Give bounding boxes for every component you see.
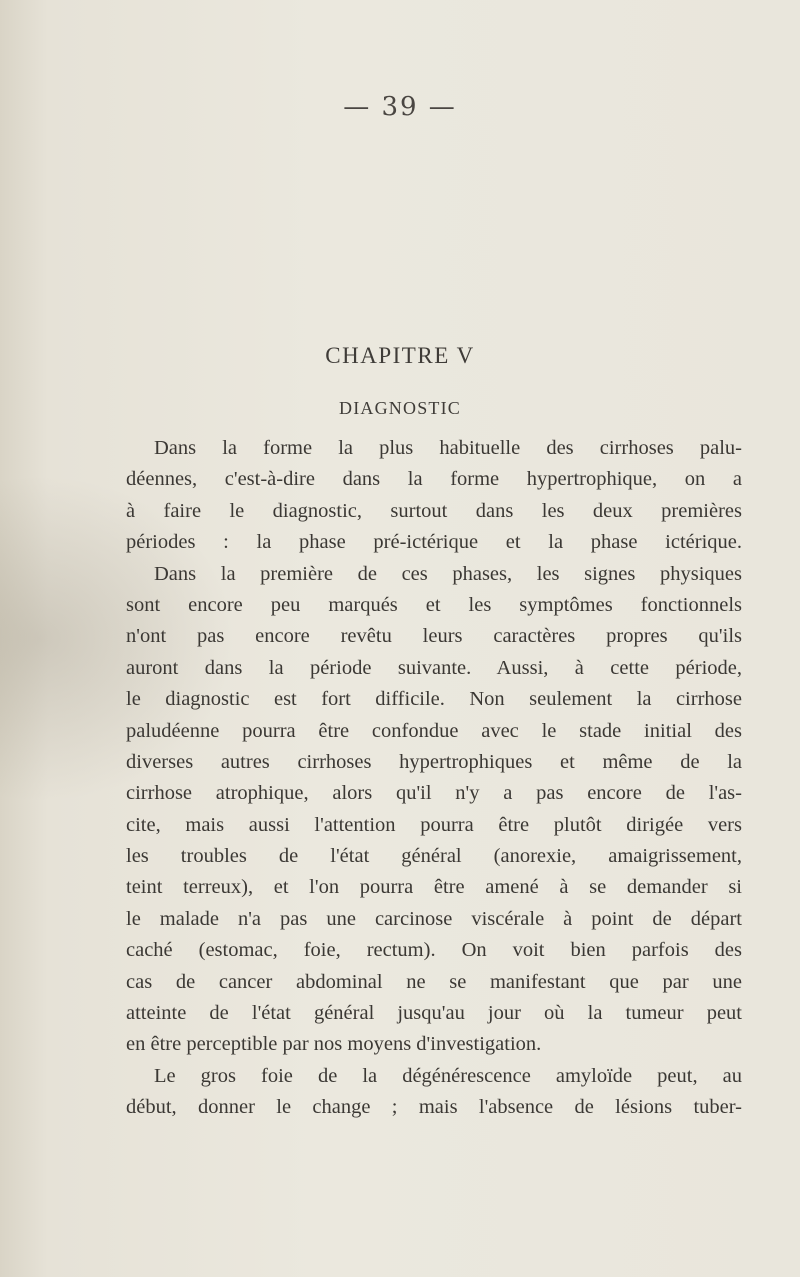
text-line: à faire le diagnostic, surtout dans les deux premières (126, 499, 742, 522)
text-line: atteinte de l'état général jusqu'au jour où la tumeur peut (126, 1002, 742, 1025)
text-line: sont encore peu marqués et les symptômes fonctionnels (126, 593, 742, 616)
text-line: en être perceptible par nos moyens d'investigation. (126, 1033, 542, 1056)
text-line: début, donner le change ; mais l'absence de lésions tuber- (126, 1096, 742, 1119)
body-text (126, 433, 742, 1124)
text-line: périodes : la phase pré-ictérique et la phase ictérique. (126, 531, 742, 554)
text-line: n'ont pas encore revêtu leurs caractères propres qu'ils (126, 625, 742, 648)
text-line: auront dans la période suivante. Aussi, à cette période, (126, 656, 742, 679)
text-line: cite, mais aussi l'attention pourra être plutôt dirigée vers (126, 813, 742, 836)
chapter-title: CHAPITRE V (325, 343, 475, 368)
text-line: teint terreux), et l'on pourra être amené à se demander si (126, 876, 742, 899)
text-line: caché (estomac, foie, rectum). On voit bien parfois des (126, 939, 742, 962)
text-line: paludéenne pourra être confondue avec le stade initial des (126, 719, 742, 742)
text-line: cas de cancer abdominal ne se manifestant que par une (126, 970, 742, 993)
text-line: Le gros foie de la dégénérescence amyloïde peut, au (154, 1064, 742, 1087)
text-line: diverses autres cirrhoses hypertrophiques et même de la (126, 750, 742, 773)
text-line: le malade n'a pas une carcinose viscérale à point de départ (126, 907, 742, 930)
text-line: Dans la première de ces phases, les signes physiques (154, 562, 742, 585)
text-line: cirrhose atrophique, alors qu'il n'y a pas encore de l'as- (126, 782, 742, 805)
text-line: le diagnostic est fort difficile. Non seulement la cirrhose (126, 688, 742, 711)
page-number: — 39 — (343, 92, 457, 122)
text-line: les troubles de l'état général (anorexie, amaigrissement, (126, 845, 742, 868)
text-line: déennes, c'est-à-dire dans la forme hypertrophique, on a (126, 468, 742, 491)
text-line: Dans la forme la plus habituelle des cirrhoses palu- (154, 437, 742, 459)
section-title: DIAGNOSTIC (339, 398, 461, 418)
